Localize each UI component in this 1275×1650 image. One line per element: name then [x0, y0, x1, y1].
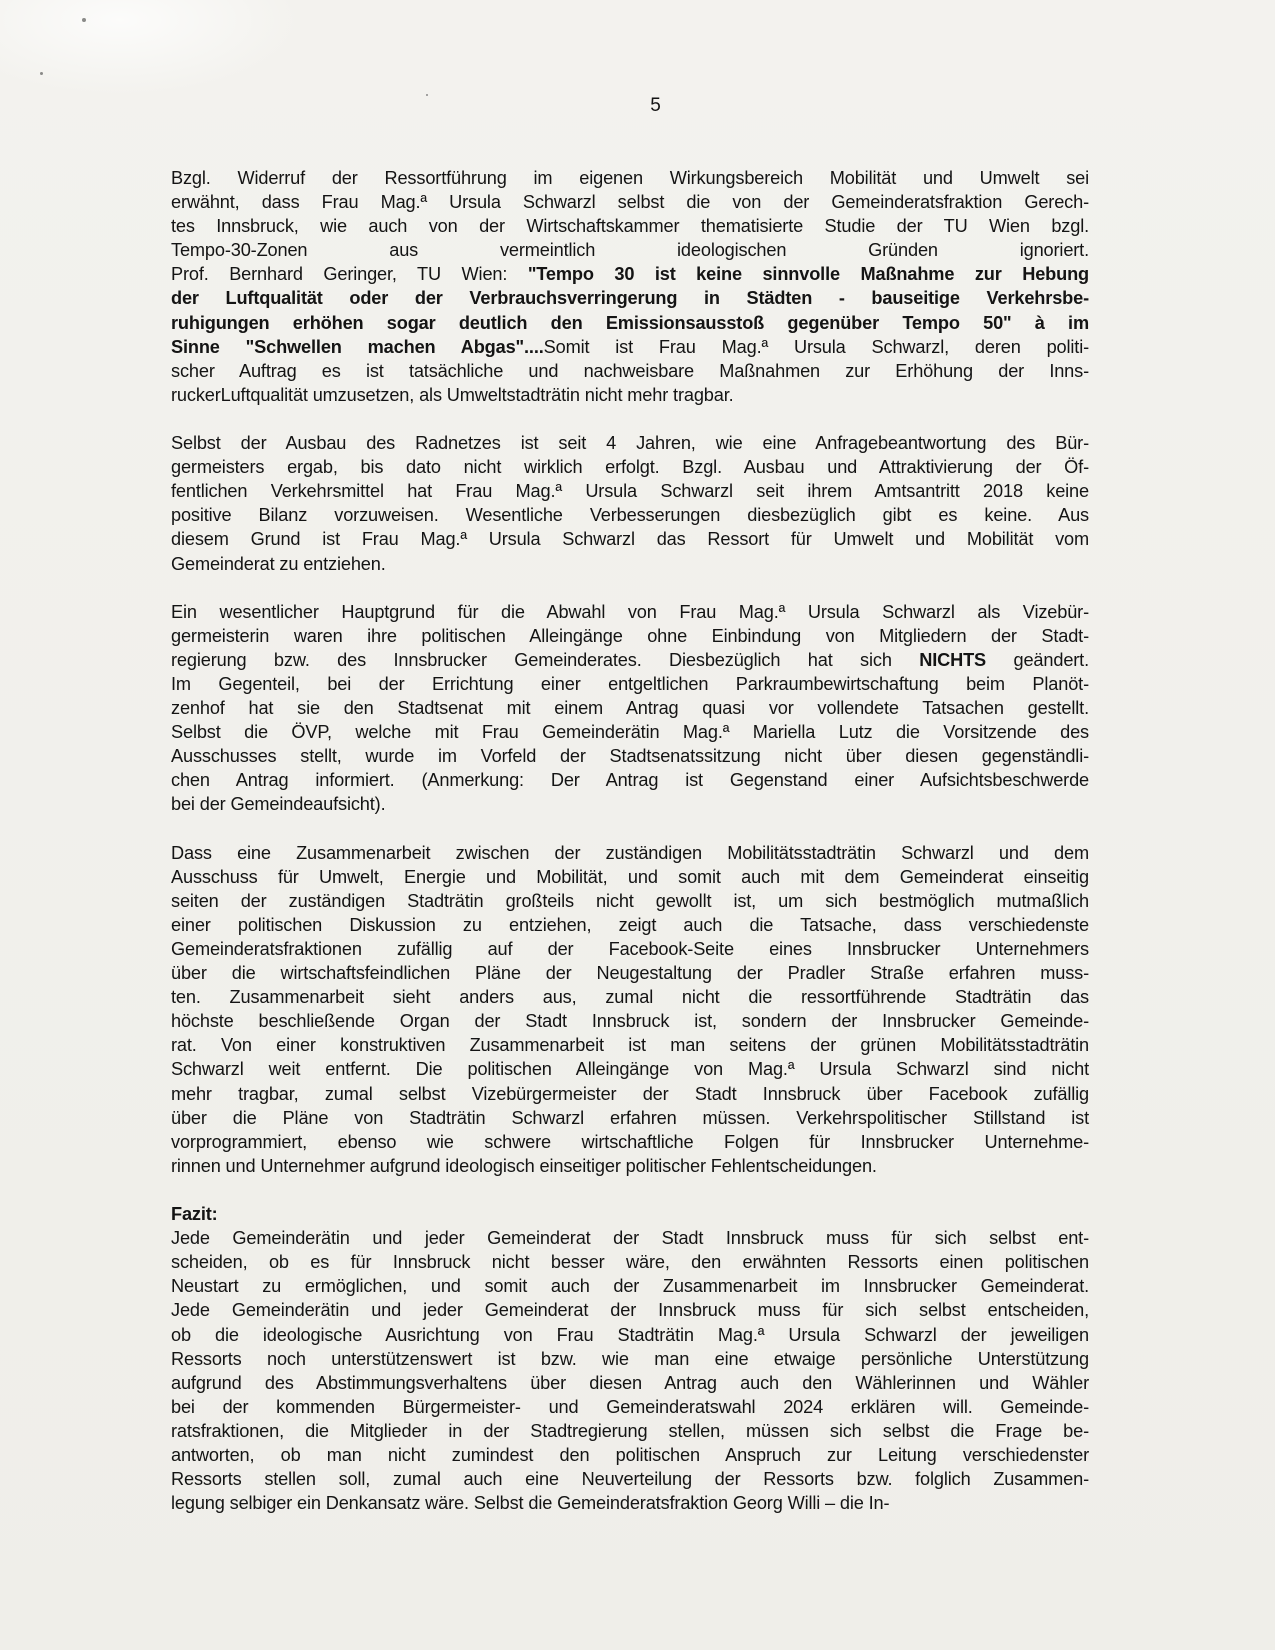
bold-text: "Tempo 30 ist keine sinnvolle Maßnahme zur Hebung: [527, 264, 1090, 285]
text-run: germeisters ergab, bis dato nicht wirklich erfolgt. Bzgl. Ausbau und Attraktivierung der Öf-: [171, 457, 1089, 478]
text-run: vorprogrammiert, ebenso wie schwere wirtschaftliche Folgen für Innsbrucker Unternehme-: [171, 1131, 1089, 1152]
paragraph-list: [171, 166, 1089, 1178]
text-line: [171, 1491, 1089, 1515]
text-run: fentlichen Verkehrsmittel hat Frau Mag.ª Ursula Schwarzl seit ihrem Amtsantritt 2018 keine: [171, 481, 1089, 502]
text-run: Dass eine Zusammenarbeit zwischen der zuständigen Mobilitätsstadträtin Schwarzl und dem: [171, 842, 1089, 863]
text-line: [171, 1419, 1089, 1443]
text-line: [171, 1274, 1089, 1298]
text-line: [171, 672, 1089, 696]
paragraph: [171, 431, 1089, 576]
text-run: zenhof hat sie den Stadtsenat mit einem Antrag quasi vor vollendete Tatsachen gestellt.: [171, 698, 1089, 719]
text-line: [171, 1347, 1089, 1371]
text-run: seiten der zuständigen Stadträtin großteils nicht gewollt ist, um sich bestmöglich mutmaßlich: [171, 890, 1089, 911]
bold-text: NICHTS: [919, 649, 987, 670]
text-run: germeisterin waren ihre politischen Alleingänge ohne Einbindung von Mitgliedern der Stadt-: [171, 625, 1089, 646]
text-line: [171, 503, 1089, 527]
text-run: Neustart zu ermöglichen, und somit auch der Zusammenarbeit im Innsbrucker Gemeinderat.: [171, 1276, 1089, 1297]
text-run: positive Bilanz vorzuweisen. Wesentliche Verbesserungen diesbezüglich gibt es keine. Aus: [171, 505, 1089, 526]
text-run: bei der Gemeindeaufsicht).: [171, 794, 386, 815]
text-run: Schwarzl weit entfernt. Die politischen Alleingänge von Mag.ª Ursula Schwarzl sind nicht: [171, 1059, 1089, 1080]
text-line: [171, 286, 1089, 310]
text-line: [171, 455, 1089, 479]
text-run: Ressorts noch unterstützenswert ist bzw. wie man eine etwaige persönliche Unterstützung: [171, 1348, 1089, 1369]
text-run: rat. Von einer konstruktiven Zusammenarbeit ist man seitens der grünen Mobilitätsstadträtin: [171, 1035, 1089, 1056]
paragraph: [171, 841, 1089, 1178]
text-run: Selbst der Ausbau des Radnetzes ist seit 4 Jahren, wie eine Anfragebeantwortung des Bür-: [171, 433, 1089, 454]
text-run: Ein wesentlicher Hauptgrund für die Abwahl von Frau Mag.ª Ursula Schwarzl als Vizebür-: [171, 601, 1089, 622]
text-run: ob die ideologische Ausrichtung von Frau Stadträtin Mag.ª Ursula Schwarzl der jeweiligen: [171, 1324, 1089, 1345]
text-line: [171, 792, 1089, 816]
text-run: Somit ist Frau Mag.ª Ursula Schwarzl, deren politi-: [543, 336, 1089, 357]
text-run: ruckerLuftqualität umzusetzen, als Umweltstadträtin nicht mehr tragbar.: [171, 384, 734, 405]
text-line: [171, 166, 1089, 190]
text-line: [171, 527, 1089, 551]
text-run: geändert.: [986, 649, 1089, 670]
text-line: [171, 1057, 1089, 1081]
bold-text: ruhigungen erhöhen sogar deutlich den Emissionsausstoß gegenüber Tempo 50" à im: [171, 312, 1089, 333]
scan-speck: [40, 72, 43, 75]
text-line: [171, 190, 1089, 214]
text-run: über die wirtschaftsfeindlichen Pläne der Neugestaltung der Pradler Straße erfahren muss-: [171, 963, 1089, 984]
text-line: [171, 479, 1089, 503]
text-run: diesem Grund ist Frau Mag.ª Ursula Schwarzl das Ressort für Umwelt und Mobilität vom: [171, 529, 1089, 550]
text-line: [171, 624, 1089, 648]
text-line: [171, 311, 1089, 335]
bold-text: Sinne "Schwellen machen Abgas"....: [171, 336, 544, 357]
text-run: tes Innsbruck, wie auch von der Wirtschaftskammer thematisierte Studie der TU Wien bzgl.: [171, 216, 1089, 237]
text-run: scheiden, ob es für Innsbruck nicht besser wäre, den erwähnten Ressorts einen politischen: [171, 1252, 1089, 1273]
text-run: bei der kommenden Bürgermeister- und Gemeinderatswahl 2024 erklären will. Gemeinde-: [171, 1396, 1089, 1417]
text-run: legung selbiger ein Denkansatz wäre. Selbst die Gemeinderatsfraktion Georg Willi – die In-: [171, 1493, 890, 1514]
bold-text: der Luftqualität oder der Verbrauchsverringerung in Städten - bauseitige Verkehrsbe-: [171, 288, 1089, 309]
fazit-body: [171, 1226, 1089, 1515]
text-line: [171, 744, 1089, 768]
paragraph: [171, 600, 1089, 817]
text-run: Gemeinderat zu entziehen.: [171, 553, 386, 574]
text-run: regierung bzw. des Innsbrucker Gemeinderates. Diesbezüglich hat sich: [171, 649, 920, 670]
text-line: [171, 889, 1089, 913]
text-line: [171, 1395, 1089, 1419]
text-line: [171, 696, 1089, 720]
text-line: [171, 1130, 1089, 1154]
text-line: [171, 1298, 1089, 1322]
text-run: scher Auftrag es ist tatsächliche und nachweisbare Maßnahmen zur Erhöhung der Inns-: [171, 360, 1089, 381]
fazit-section: [171, 1202, 1089, 1515]
paragraph: [171, 166, 1089, 407]
text-line: [171, 214, 1089, 238]
text-line: [171, 431, 1089, 455]
text-run: antworten, ob man nicht zumindest den politischen Anspruch zur Leitung verschiedenster: [171, 1444, 1089, 1465]
text-run: Prof. Bernhard Geringer, TU Wien:: [171, 264, 528, 285]
document-body: [171, 166, 1089, 1539]
text-run: Jede Gemeinderätin und jeder Gemeinderat der Stadt Innsbruck muss für sich selbst ent-: [171, 1228, 1089, 1249]
text-run: höchste beschließende Organ der Stadt Innsbruck ist, sondern der Innsbrucker Gemeinde-: [171, 1011, 1089, 1032]
text-line: [171, 262, 1089, 286]
text-line: [171, 865, 1089, 889]
text-line: [171, 937, 1089, 961]
text-run: Im Gegenteil, bei der Errichtung einer entgeltlichen Parkraumbewirtschaftung beim Planöt-: [171, 673, 1089, 694]
text-line: [171, 985, 1089, 1009]
text-line: [171, 1106, 1089, 1130]
text-line: [171, 1467, 1089, 1491]
text-run: Ressorts stellen soll, zumal auch eine Neuverteilung der Ressorts bzw. folglich Zusammen-: [171, 1469, 1089, 1490]
text-run: über die Pläne von Stadträtin Schwarzl erfahren müssen. Verkehrspolitischer Stillstand ist: [171, 1107, 1089, 1128]
fazit-heading: Fazit:: [171, 1204, 218, 1225]
text-line: [171, 768, 1089, 792]
text-line: [171, 600, 1089, 624]
text-run: ratsfraktionen, die Mitglieder in der Stadtregierung stellen, müssen sich selbst die Frage be-: [171, 1420, 1089, 1441]
text-line: [171, 238, 1089, 262]
page-number: 5: [650, 95, 661, 116]
text-line: [171, 1154, 1089, 1178]
text-line: [171, 1371, 1089, 1395]
text-line: [171, 1250, 1089, 1274]
text-run: chen Antrag informiert. (Anmerkung: Der Antrag ist Gegenstand einer Aufsichtsbeschwerde: [171, 770, 1089, 791]
text-line: [171, 648, 1089, 672]
text-line: [171, 359, 1089, 383]
text-run: erwähnt, dass Frau Mag.ª Ursula Schwarzl selbst die von der Gemeinderatsfraktion Gerech-: [171, 192, 1089, 213]
text-line: [171, 841, 1089, 865]
text-run: Selbst die ÖVP, welche mit Frau Gemeinderätin Mag.ª Mariella Lutz die Vorsitzende des: [171, 722, 1089, 743]
text-run: mehr tragbar, zumal selbst Vizebürgermeister der Stadt Innsbruck über Facebook zufällig: [171, 1083, 1089, 1104]
text-run: Ausschuss für Umwelt, Energie und Mobilität, und somit auch mit dem Gemeinderat einseitig: [171, 866, 1089, 887]
text-line: [171, 1033, 1089, 1057]
text-line: [171, 1323, 1089, 1347]
text-line: [171, 335, 1089, 359]
text-line: [171, 913, 1089, 937]
text-run: Jede Gemeinderätin und jeder Gemeinderat der Innsbruck muss für sich selbst entscheiden,: [171, 1300, 1089, 1321]
text-line: [171, 720, 1089, 744]
text-line: [171, 961, 1089, 985]
text-run: rinnen und Unternehmer aufgrund ideologisch einseitiger politischer Fehlentscheidungen.: [171, 1155, 877, 1176]
text-run: aufgrund des Abstimmungsverhaltens über diesen Antrag auch den Wählerinnen und Wähler: [171, 1372, 1089, 1393]
text-run: ten. Zusammenarbeit sieht anders aus, zumal nicht die ressortführende Stadträtin das: [171, 987, 1089, 1008]
text-line: [171, 552, 1089, 576]
text-run: Tempo-30-Zonen aus vermeintlich ideologischen Gründen ignoriert.: [171, 240, 1089, 261]
text-line: [171, 1009, 1089, 1033]
text-line: [171, 1226, 1089, 1250]
scan-speck: [82, 18, 86, 22]
text-run: Gemeinderatsfraktionen zufällig auf der Facebook-Seite eines Innsbrucker Unternehmers: [171, 939, 1089, 959]
text-line: [171, 1443, 1089, 1467]
text-run: Ausschusses stellt, wurde im Vorfeld der Stadtsenatssitzung nicht über diesen gegenständli-: [171, 746, 1089, 767]
text-run: Bzgl. Widerruf der Ressortführung im eigenen Wirkungsbereich Mobilität und Umwelt sei: [171, 168, 1089, 188]
text-run: einer politischen Diskussion zu entziehen, zeigt auch die Tatsache, dass verschiedenste: [171, 914, 1089, 935]
text-line: [171, 1082, 1089, 1106]
text-line: [171, 383, 1089, 407]
